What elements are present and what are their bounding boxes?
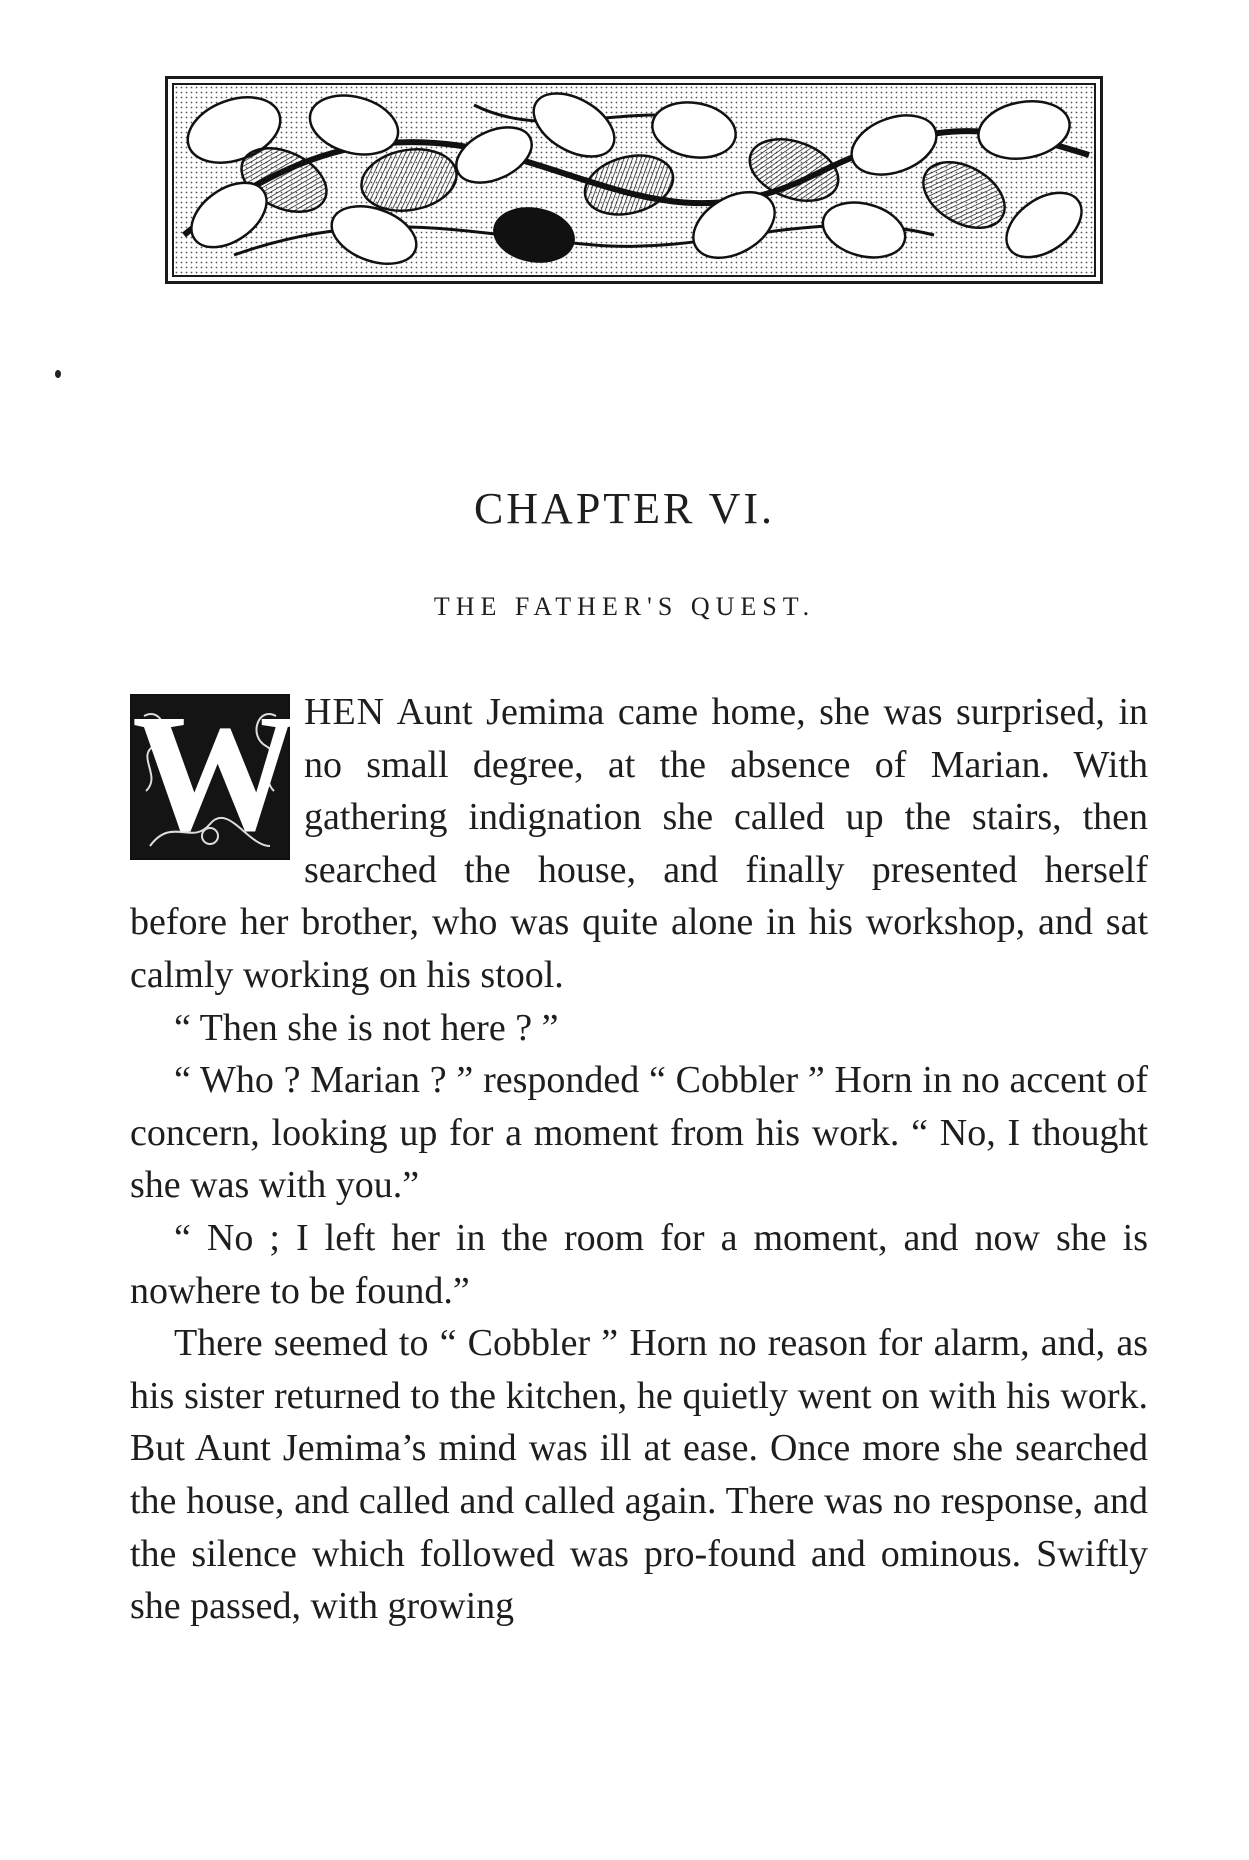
drop-cap-ornament bbox=[130, 680, 300, 866]
paragraph-2: “ Then she is not here ? ” bbox=[174, 1006, 559, 1049]
clover-vine-illustration bbox=[172, 83, 1096, 277]
ink-speck bbox=[55, 370, 61, 378]
paragraph-3: “ Who ? Marian ? ” responded “ Cobbler ” Horn in no accent of concern, looking up for a moment from his work. “ No, I thought she was with you.” bbox=[130, 1059, 1148, 1207]
paragraph-4: “ No ; I left her in the room for a moment, and now she is nowhere to be found.” bbox=[130, 1216, 1148, 1312]
drop-cap-letter: W bbox=[132, 680, 300, 866]
header-ornament bbox=[165, 76, 1103, 284]
paragraph-1-text: Aunt Jemima came home, she was surprised, in no small degree, at the absence of Marian. With gathering indignation she called up the stairs, then searched the house, and finally presented herself before her brother, who was quite alone in his workshop, and sat calmly working on his stool. bbox=[130, 691, 1148, 996]
body-text bbox=[130, 680, 1148, 1633]
chapter-heading: CHAPTER VI. bbox=[473, 484, 776, 533]
chapter-subtitle: THE FATHER'S QUEST. bbox=[433, 592, 816, 621]
paragraph-5: There seemed to “ Cobbler ” Horn no reason for alarm, and, as his sister returned to the kitchen, he quietly went on with his work. But Aunt Jemima’s mind was ill at ease. Once more she searched the house, and called and called again. There was no response, and the silence which followed was pro-found and ominous. Swiftly she passed, with growing bbox=[130, 1322, 1148, 1628]
paragraph-1-lead: HEN bbox=[304, 691, 386, 733]
